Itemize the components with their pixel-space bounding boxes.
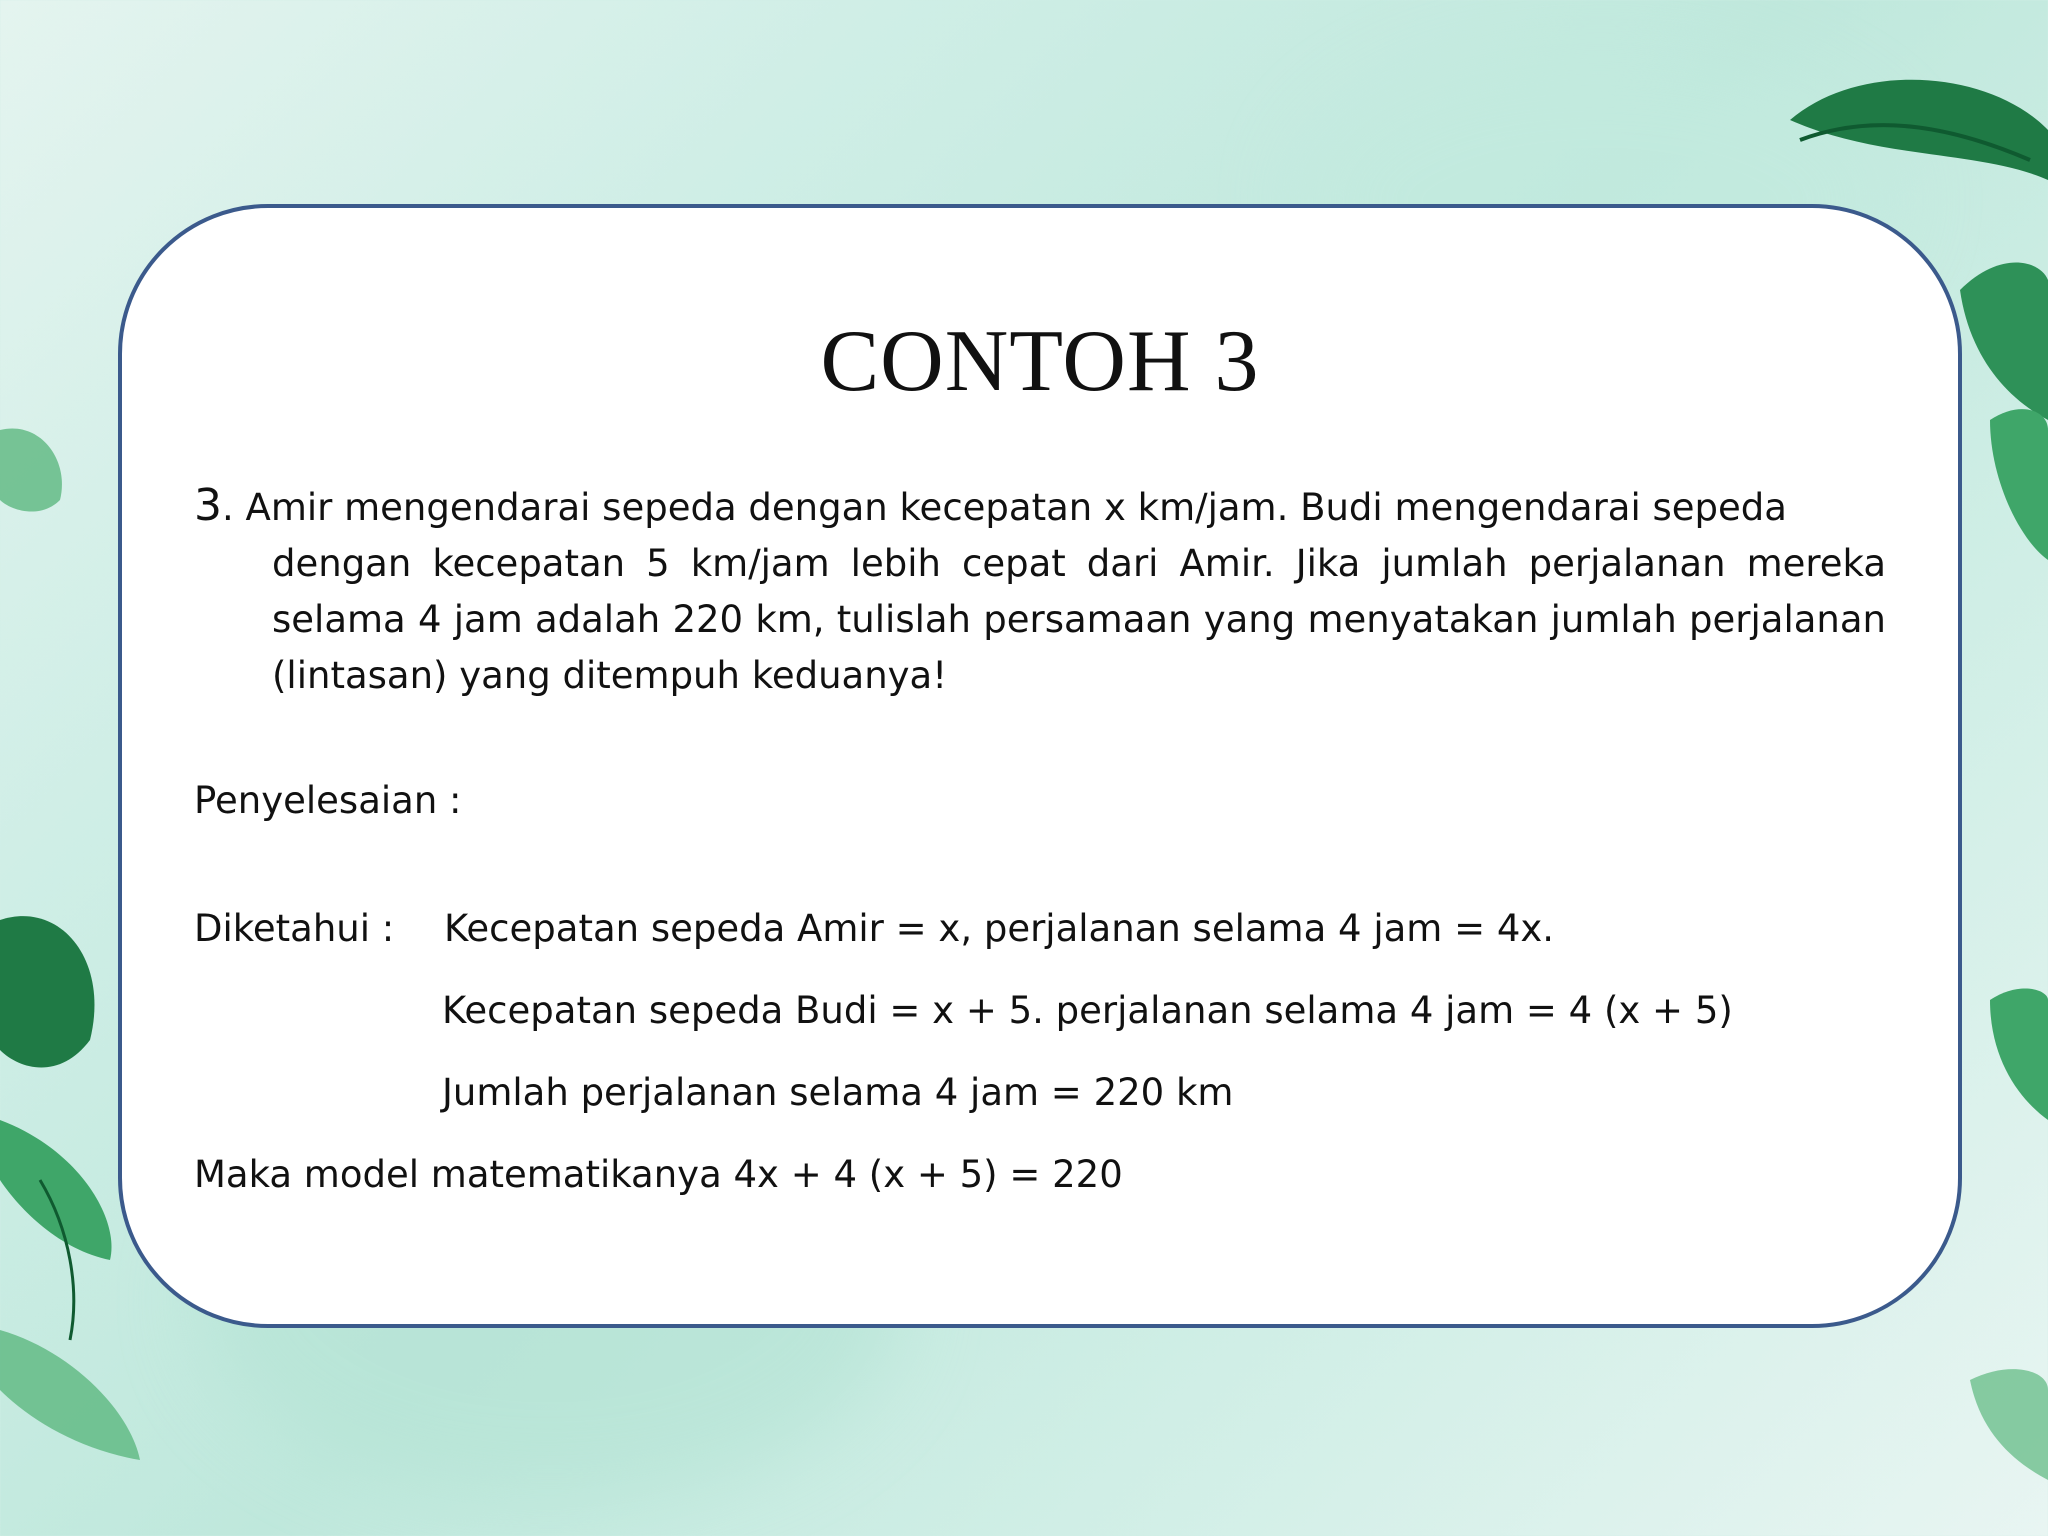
problem-number: 3 xyxy=(194,480,222,531)
known-label: Diketahui : xyxy=(194,907,395,950)
known-item: Kecepatan sepeda Amir = x, perjalanan selama 4 jam = 4x. xyxy=(444,907,1555,950)
leaf-shape xyxy=(1970,1369,2048,1480)
solution-heading: Penyelesaian : xyxy=(194,779,462,822)
leaf-shape xyxy=(0,1120,112,1260)
known-item: Kecepatan sepeda Budi = x + 5. perjalanan selama 4 jam = 4 (x + 5) xyxy=(442,989,1733,1032)
slide-title: CONTOH 3 xyxy=(820,313,1260,410)
known-item: Jumlah perjalanan selama 4 jam = 220 km xyxy=(442,1071,1234,1114)
leaf-shape xyxy=(1990,409,2048,560)
problem-first-line: . Amir mengendarai sepeda dengan kecepatan x km/jam. Budi mengendarai sepeda xyxy=(222,486,1787,529)
leaf-shape xyxy=(0,428,62,511)
leaf-shape xyxy=(0,1330,140,1460)
conclusion-equation: Maka model matematikanya 4x + 4 (x + 5) = 220 xyxy=(194,1153,1123,1196)
problem-continuation: dengan kecepatan 5 km/jam lebih cepat dari Amir. Jika jumlah perjalanan mereka selama 4 jam adalah 220 km, tulislah persamaan yang menyatakan jumlah perjalanan (lintasan) yang ditempuh keduanya! xyxy=(272,542,1886,697)
leaf-shape xyxy=(0,916,94,1067)
leaf-shape xyxy=(1990,988,2048,1120)
problem-statement xyxy=(194,478,1886,704)
